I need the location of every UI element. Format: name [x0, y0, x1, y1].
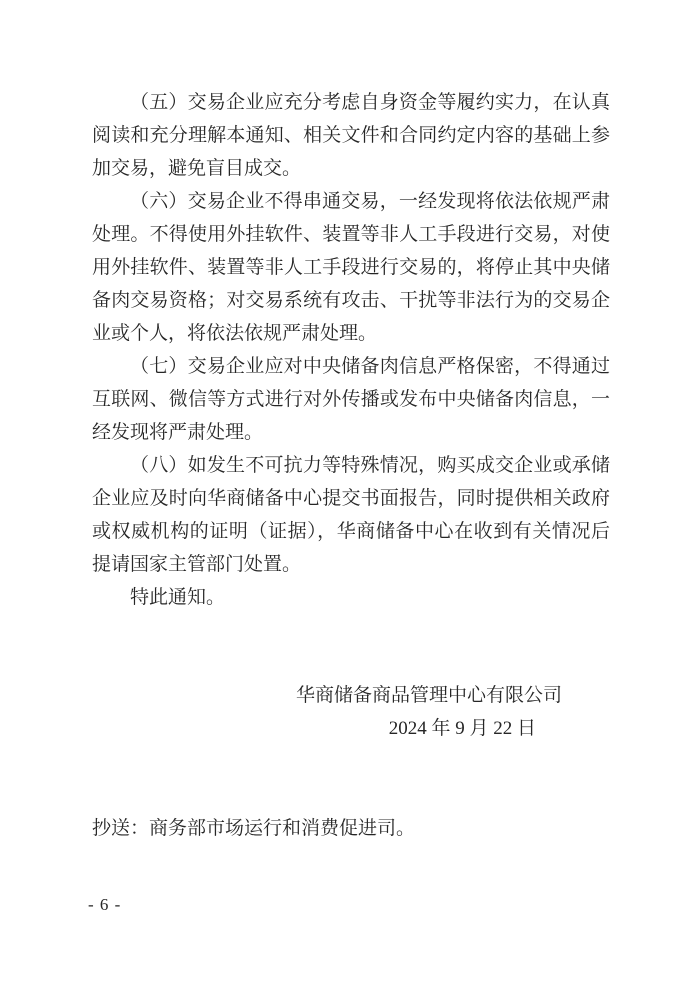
cc-line: 抄送：商务部市场运行和消费促进司。 [92, 818, 416, 839]
clause-paragraph-7: （七）交易企业应对中央储备肉信息严格保密，不得通过互联网、微信等方式进行对外传播或发布中央储备肉信息，一经发现将严肃处理。 [92, 356, 610, 443]
clause-paragraph-6: （六）交易企业不得串通交易，一经发现将依法依规严肃处理。不得使用外挂软件、装置等非人工手段进行交易，对使用外挂软件、装置等非人工手段进行交易的，将停止其中央储备肉交易资格；对交易系统有攻击、干扰等非法行为的交易企业或个人，将依法依规严肃处理。 [92, 191, 610, 344]
signature-organization: 华商储备商品管理中心有限公司 [295, 685, 562, 706]
clause-paragraph-5: （五）交易企业应充分考虑自身资金等履约实力，在认真阅读和充分理解本通知、相关文件和合同约定内容的基础上参加交易，避免盲目成交。 [92, 92, 610, 179]
clause-paragraph-8: （八）如发生不可抗力等特殊情况，购买成交企业或承储企业应及时向华商储备中心提交书面报告，同时提供相关政府或权威机构的证明（证据），华商储备中心在收到有关情况后提请国家主管部门处置。 [92, 455, 610, 575]
closing-line: 特此通知。 [130, 587, 226, 608]
page-number: - 6 - [88, 895, 122, 914]
signature-date: 2024 年 9 月 22 日 [388, 718, 536, 739]
document-body [92, 86, 610, 614]
